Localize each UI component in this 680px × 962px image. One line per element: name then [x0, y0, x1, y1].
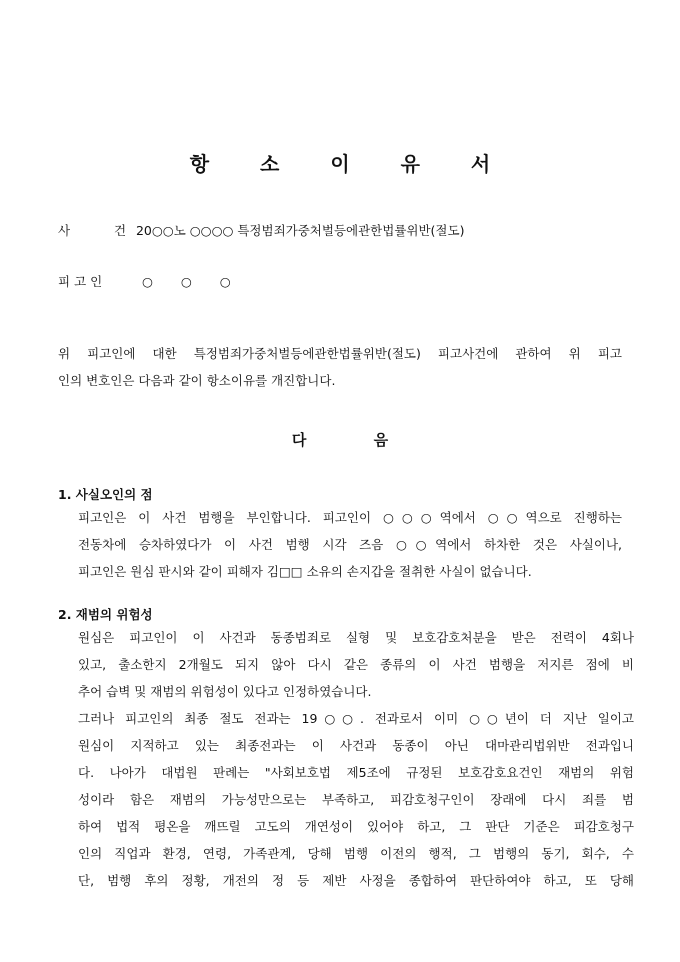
- defendant-label: 피고인: [58, 274, 107, 289]
- section-2-line: 하여 법적 평온을 깨뜨릴 고도의 개연성이 있어야 하고, 그 판단 기준은 피감호청구: [78, 819, 634, 834]
- section-1-line: 피고인은 원심 판시와 같이 피해자 김□□ 소유의 손지갑을 절취한 사실이 없습니다.: [78, 564, 532, 579]
- center-heading: 다 음: [291, 431, 389, 449]
- intro-paragraph: [58, 340, 622, 394]
- section-2-title: 2. 재범의 위험성: [58, 607, 153, 622]
- defendant-value: ○ ○ ○: [141, 274, 243, 289]
- section-2-line: 인의 직업과 환경, 연령, 가족관계, 당해 범행 이전의 행적, 그 범행의 동기, 회수, 수: [78, 846, 634, 861]
- document-title: 항 소 이 유 서: [189, 152, 513, 176]
- section-2-line: 그러나 피고인의 최종 절도 전과는 19○○. 전과로서 이미 ○○년이 더 지난 일이고: [78, 711, 634, 726]
- case-value: 20○○노 ○○○○ 특정범죄가중처벌등에관한법률위반(절도): [135, 223, 465, 238]
- section-1-line: 전동차에 승차하였다가 이 사건 범행 시각 즈음 ○○역에서 하차한 것은 사실이나,: [78, 537, 622, 552]
- intro-line: 인의 변호인은 다음과 같이 항소이유를 개진합니다.: [58, 373, 336, 388]
- section-1-body: [78, 504, 622, 585]
- section-1-title: 1. 사실오인의 점: [58, 487, 153, 502]
- case-row: [58, 221, 464, 239]
- section-2-line: 단, 범행 후의 정황, 개전의 정 등 제반 사정을 종합하여 판단하여야 하고, 또 당해: [78, 873, 634, 888]
- section-2-line: 원심은 피고인이 이 사건과 동종범죄로 실형 및 보호감호처분을 받은 전력이 4회나: [78, 630, 634, 645]
- section-2-line: 다. 나아가 대법원 판례는 "사회보호법 제5조에 규정된 보호감호요건인 재범의 위험: [78, 765, 634, 780]
- defendant-row: [58, 272, 243, 290]
- section-2-body: [78, 624, 634, 894]
- section-2-line: 성이라 함은 재범의 가능성만으로는 부족하고, 피감호청구인이 장래에 다시 죄를 범: [78, 792, 634, 807]
- section-1-line: 피고인은 이 사건 범행을 부인합니다. 피고인이 ○○○역에서 ○○역으로 진행하는: [78, 510, 622, 525]
- section-2-line: 있고, 출소한지 2개월도 되지 않아 다시 같은 종류의 이 사건 범행을 저지른 점에 비: [78, 657, 634, 672]
- section-2-line: 원심이 지적하고 있는 최종전과는 이 사건과 동종이 아닌 대마관리법위반 전과입니: [78, 738, 634, 753]
- section-2-line: 추어 습벽 및 재범의 위험성이 있다고 인정하였습니다.: [78, 684, 372, 699]
- case-label: 사 건: [58, 223, 147, 238]
- intro-line: 위 피고인에 대한 특정범죄가중처벌등에관한법률위반(절도) 피고사건에 관하여 위 피고: [58, 346, 622, 361]
